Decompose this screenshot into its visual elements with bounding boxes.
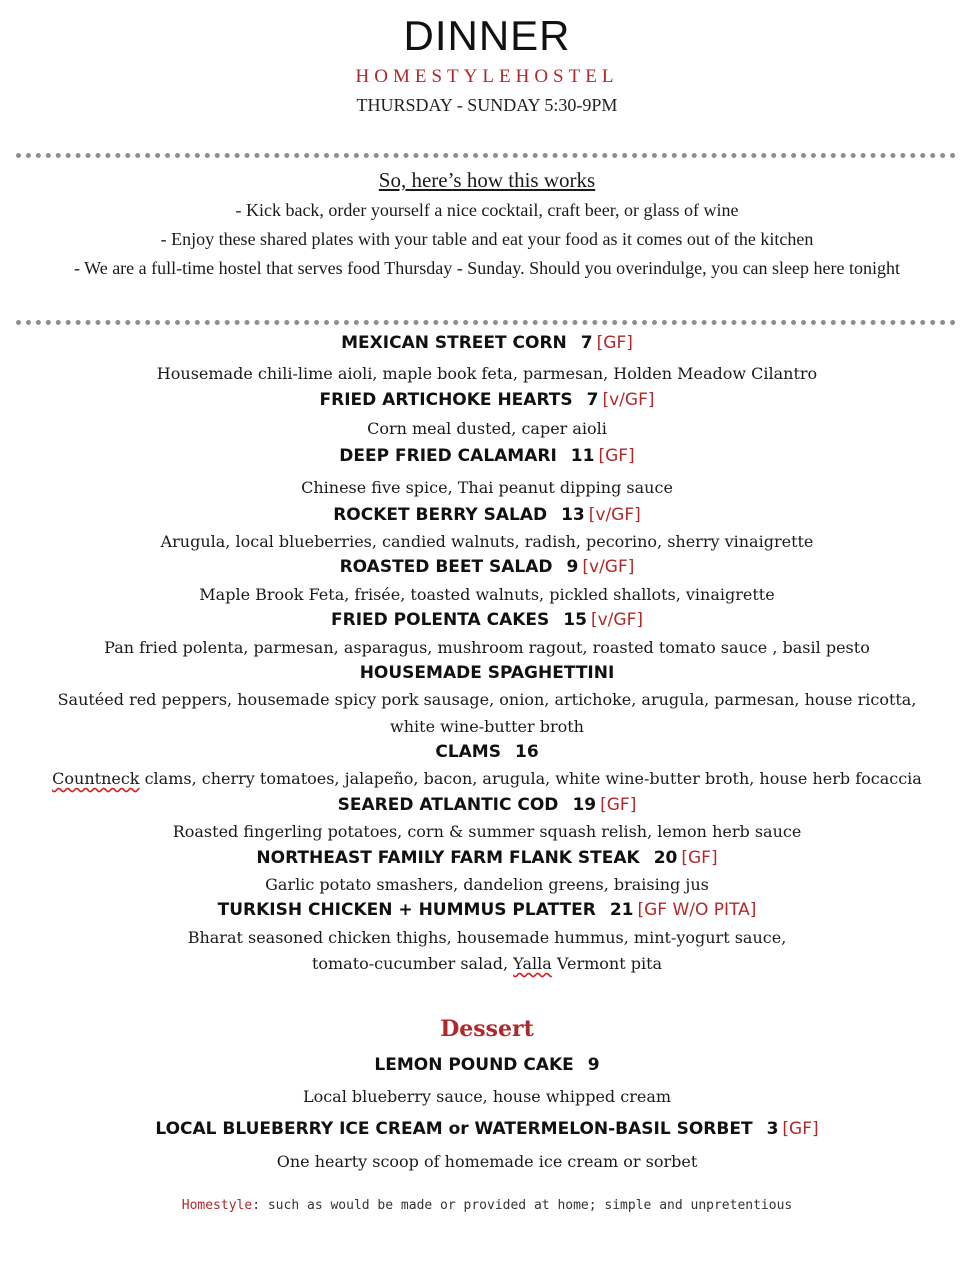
- dessert-heading: Dessert: [440, 1016, 534, 1042]
- dish-price: 20: [653, 848, 678, 868]
- dish-description-text: Vermont pita: [551, 954, 663, 973]
- dish-description: Corn meal dusted, caper aioli: [367, 419, 607, 438]
- dessert-price: 3: [766, 1119, 779, 1139]
- dessert-title: [0, 1119, 974, 1139]
- dish-price: 13: [561, 505, 585, 525]
- diet-tag: [v/GF]: [582, 557, 635, 577]
- dish-name: ROASTED BEET SALAD: [339, 557, 553, 577]
- misspelled-word: Yalla: [513, 954, 552, 973]
- dish-title: [0, 742, 974, 762]
- dish-name: TURKISH CHICKEN + HUMMUS PLATTER: [217, 900, 596, 920]
- dish-price: 9: [566, 557, 579, 577]
- dish-description: Arugula, local blueberries, candied walnuts, radish, pecorino, sherry vinaigrette: [160, 532, 814, 551]
- homestyle-definition: [0, 1198, 974, 1213]
- dish-description: [0, 769, 974, 788]
- dish-title: [0, 900, 974, 920]
- dish-price: 7: [580, 333, 593, 353]
- dish-description: [0, 954, 974, 973]
- dessert-name: LOCAL BLUEBERRY ICE CREAM or WATERMELON-BASIL SORBET: [155, 1119, 753, 1139]
- intro-line: - Enjoy these shared plates with your table and eat your food as it comes out of the kitchen: [160, 229, 814, 249]
- diet-tag: [v/GF]: [590, 610, 643, 630]
- dish-name: HOUSEMADE SPAGHETTINI: [359, 663, 615, 683]
- dish-name: ROCKET BERRY SALAD: [333, 505, 548, 525]
- dotted-divider: [16, 153, 956, 158]
- dish-description: Chinese five spice, Thai peanut dipping sauce: [301, 478, 673, 497]
- dish-description: Maple Brook Feta, frisée, toasted walnuts, pickled shallots, vinaigrette: [199, 585, 775, 604]
- dessert-title: [0, 1055, 974, 1075]
- diet-tag: [GF]: [681, 848, 718, 868]
- dish-name: MEXICAN STREET CORN: [341, 333, 567, 353]
- dish-title: [0, 795, 974, 815]
- menu-title: DINNER: [403, 12, 571, 59]
- dish-title: [0, 333, 974, 353]
- dish-description: white wine-butter broth: [390, 717, 584, 736]
- dotted-divider: [16, 320, 956, 325]
- dish-description-text: clams, cherry tomatoes, jalapeño, bacon, arugula, white wine-butter broth, house herb focaccia: [139, 769, 922, 788]
- diet-tag: [GF]: [596, 333, 633, 353]
- dish-description: Pan fried polenta, parmesan, asparagus, mushroom ragout, roasted tomato sauce , basil pesto: [104, 638, 870, 657]
- diet-tag: [GF]: [598, 446, 635, 466]
- defined-word: Homestyle: [181, 1198, 253, 1213]
- dessert-description: Local blueberry sauce, house whipped cream: [302, 1087, 672, 1106]
- dish-name: FRIED POLENTA CAKES: [331, 610, 550, 630]
- dish-name: SEARED ATLANTIC COD: [337, 795, 559, 815]
- intro-heading: So, here’s how this works: [378, 168, 596, 192]
- dessert-description: One hearty scoop of homemade ice cream or sorbet: [276, 1152, 698, 1171]
- dish-description: Roasted fingerling potatoes, corn & summer squash relish, lemon herb sauce: [172, 822, 802, 841]
- diet-tag: [GF]: [782, 1119, 819, 1139]
- dish-title: [0, 848, 974, 868]
- dish-title: [0, 390, 974, 410]
- dish-price: 21: [609, 900, 634, 920]
- dish-description: Sautéed red peppers, housemade spicy pork sausage, onion, artichoke, arugula, parmesan, house ricotta,: [57, 690, 917, 709]
- intro-line: - Kick back, order yourself a nice cocktail, craft beer, or glass of wine: [235, 200, 739, 220]
- dish-title: [0, 505, 974, 525]
- restaurant-name: HOMESTYLEHOSTEL: [355, 66, 619, 87]
- dessert-price: 9: [587, 1055, 600, 1075]
- diet-tag: [v/GF]: [602, 390, 655, 410]
- dish-name: NORTHEAST FAMILY FARM FLANK STEAK: [256, 848, 640, 868]
- dish-price: 15: [563, 610, 587, 630]
- dish-description: Garlic potato smashers, dandelion greens, braising jus: [265, 875, 709, 894]
- intro-line: - We are a full-time hostel that serves food Thursday - Sunday. Should you overindulge, you can sleep here tonight: [73, 258, 901, 278]
- dish-price: 11: [570, 446, 595, 466]
- service-hours: THURSDAY - SUNDAY 5:30-9PM: [356, 95, 618, 115]
- definition-text: : such as would be made or provided at home; simple and unpretentious: [252, 1198, 793, 1213]
- diet-tag: [GF W/O PITA]: [637, 900, 757, 920]
- dish-title: [0, 610, 974, 630]
- dish-price: 7: [586, 390, 599, 410]
- dessert-name: LEMON POUND CAKE: [374, 1055, 574, 1075]
- misspelled-word: Countneck: [52, 769, 140, 788]
- diet-tag: [v/GF]: [588, 505, 641, 525]
- dish-description: Housemade chili-lime aioli, maple book feta, parmesan, Holden Meadow Cilantro: [156, 364, 818, 383]
- dish-name: CLAMS: [435, 742, 501, 762]
- dish-name: FRIED ARTICHOKE HEARTS: [319, 390, 573, 410]
- dish-description: Bharat seasoned chicken thighs, housemade hummus, mint-yogurt sauce,: [187, 928, 787, 947]
- dish-price: 19: [572, 795, 597, 815]
- dish-title: [0, 557, 974, 577]
- diet-tag: [GF]: [600, 795, 637, 815]
- dish-name: DEEP FRIED CALAMARI: [339, 446, 557, 466]
- dish-price: 16: [514, 742, 539, 762]
- dish-title: [0, 663, 974, 683]
- dish-title: [0, 446, 974, 466]
- dish-description-text: tomato-cucumber salad,: [311, 954, 514, 973]
